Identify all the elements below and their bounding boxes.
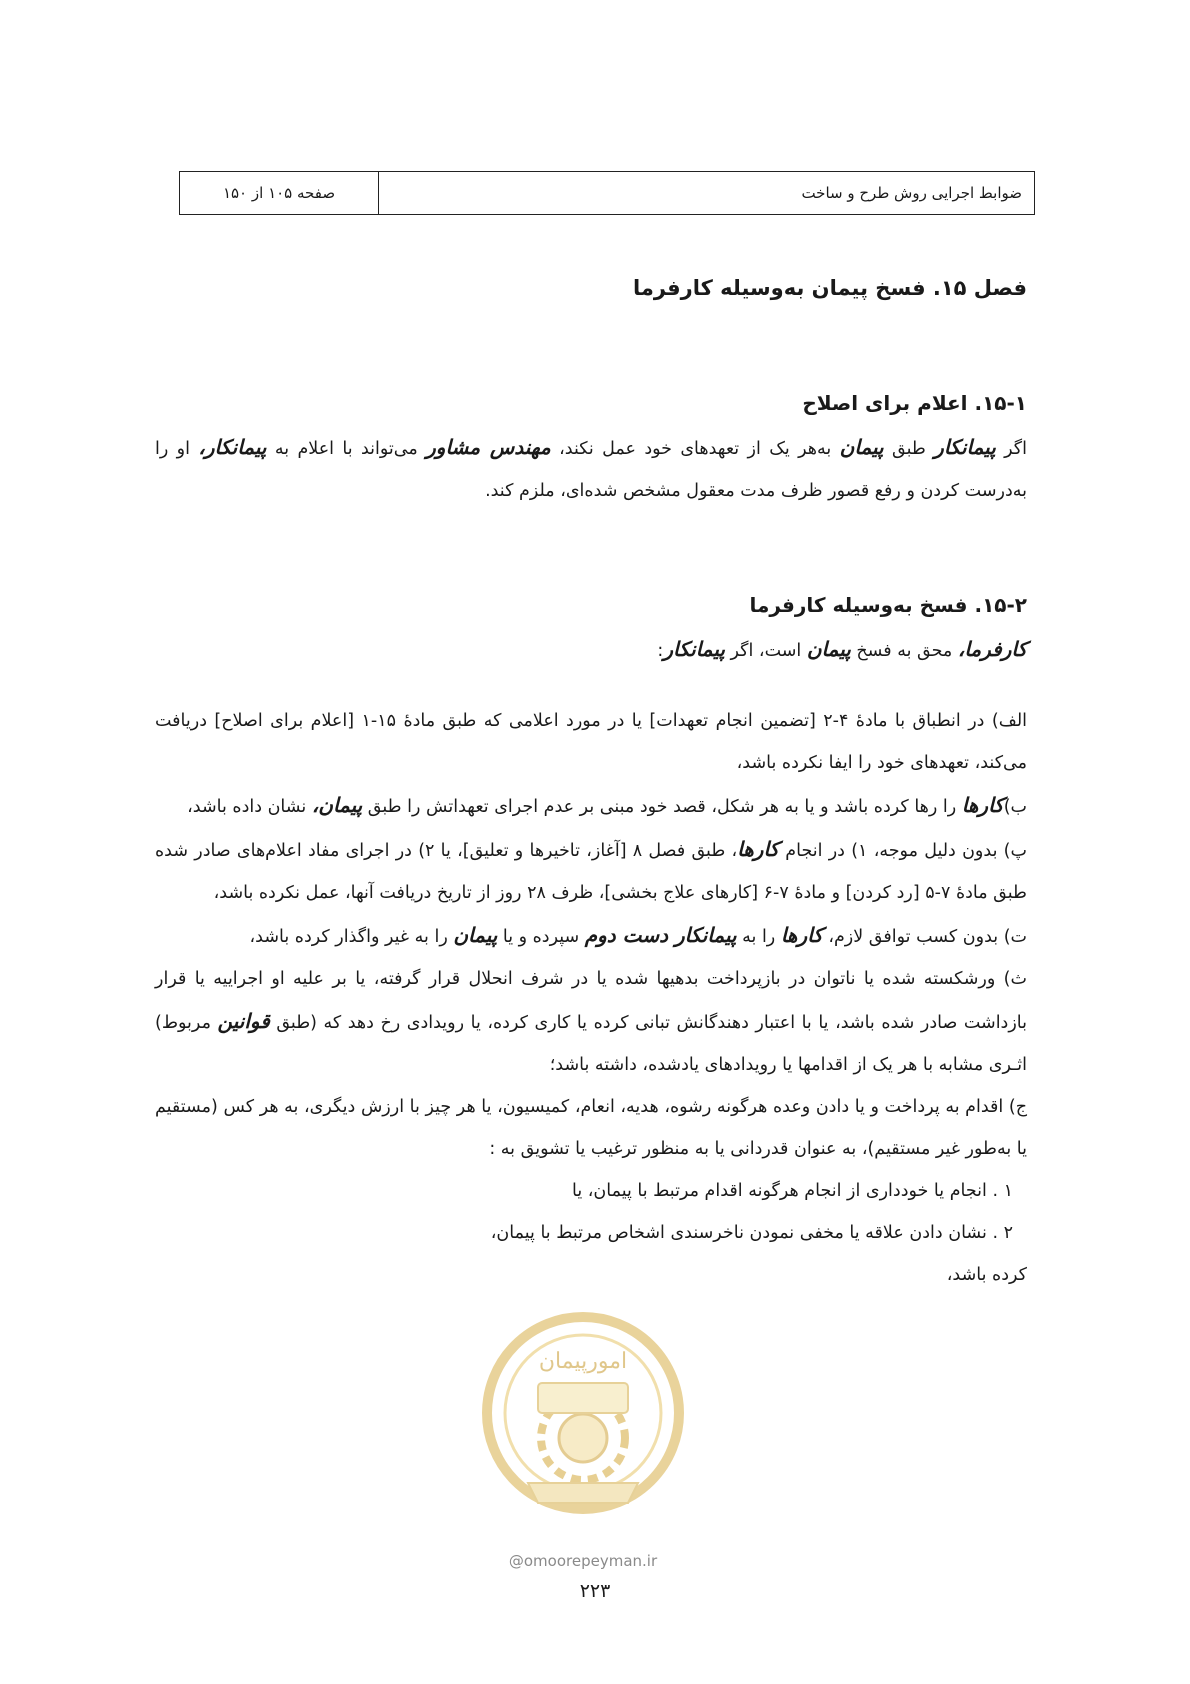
page-number: ۲۲۳ — [579, 1580, 611, 1602]
term-contractor: پیمانکار — [663, 637, 725, 661]
watermark-url: @omoorepeyman.ir — [508, 1552, 658, 1570]
header-page-label: صفحه ۱۰۵ از ۱۵۰ — [222, 184, 336, 202]
term-contract: پیمان — [453, 923, 498, 947]
document-body — [155, 262, 1027, 1296]
list-item-te: ت) بدون کسب توافق لازم، کارها را به پیمانکار دست دوم سپرده و یا پیمان را به غیر واگذار کرده باشد، — [249, 923, 1027, 947]
term-works: کارها — [780, 923, 823, 947]
term-contractor: پیمانکار، — [198, 435, 267, 459]
list-item-se: ث) ورشکسته شده یا ناتوان در بازپرداخت بدهیها شده یا در شرف انحلال قرار گرفته، یا بر علیه او اجراییه یا قرار بازداشت صادر شده باشد، یا با اعتبار دهندگانش تبانی کرده یا کاری کرده، یا رویدادی رخ دهد که (طبق قوانین مربوط) اثـری مشابه با هر یک از اقدامها یا رویدادهای یادشده، داشته باشد؛ — [155, 969, 1028, 1075]
page-header-table — [179, 171, 1035, 215]
section-1-title: ۱۵-۱. اعلام برای اصلاح — [802, 391, 1027, 415]
term-employer: کارفرما، — [957, 637, 1027, 661]
list-item-alef: الف) در انطباق با مادهٔ ۴-۲ [تضمین انجام تعهدات] یا در مورد اعلامی که طبق مادهٔ ۱۵-۱ [اعلام برای اصلاح] دریافت می‌کند، تعهدهای خود را ایفا نکرده باشد، — [155, 711, 1028, 773]
term-contractor: پیمانکار — [934, 435, 996, 459]
list-closing: کرده باشد، — [946, 1265, 1027, 1285]
term-works: کارها — [737, 837, 780, 861]
term-works: کارها — [961, 793, 1004, 817]
term-subcontractor: پیمانکار دست دوم — [584, 923, 737, 947]
section-2-intro: کارفرما، محق به فسخ پیمان است، اگر پیمانکار: — [657, 637, 1027, 661]
term-contract: پیمان، — [311, 793, 363, 817]
sub-item-2: ۲ . نشان دادن علاقه یا مخفی نمودن ناخرسندی اشخاص مرتبط با پیمان، — [490, 1223, 1013, 1243]
term-consulting-engineer: مهندس مشاور — [426, 435, 551, 459]
chapter-title: فصل ۱۵. فسخ پیمان به‌وسیله کارفرما — [632, 276, 1027, 300]
list-item-pe: پ) بدون دلیل موجه، ۱) در انجام کارها، طبق فصل ۸ [آغاز، تاخیرها و تعلیق]، یا ۲) در اجرای مفاد اعلام‌های صادر شده طبق مادهٔ ۷-۵ [رد کردن] و مادهٔ ۷-۶ [کارهای علاج بخشی]، ظرف ۲۸ روز از تاریخ دریافت آنها، عمل نکرده باشد، — [155, 837, 1027, 903]
section-1-paragraph: اگر پیمانکار طبق پیمان به‌هر یک از تعهدهای خود عمل نکند، مهندس مشاور می‌تواند با اعلام به پیمانکار، او را به‌درست کردن و رفع قصور ظرف مدت معقول مشخص شده‌ای، ملزم کند. — [155, 435, 1027, 501]
term-contract: پیمان — [806, 637, 851, 661]
term-laws: قوانین — [217, 1009, 270, 1033]
section-2-title: ۱۵-۲. فسخ به‌وسیله کارفرما — [749, 593, 1027, 617]
omoorepeyman-logo-watermark — [478, 1288, 688, 1538]
list-item-be: ب)کارها را رها کرده باشد و یا به هر شکل، قصد خود مبنی بر عدم اجرای تعهداتش را طبق پیمان، نشان داده باشد، — [187, 793, 1027, 817]
watermark-logo-text: امورپیمان — [538, 1349, 628, 1374]
header-document-title: ضوابط اجرایی روش طرح و ساخت — [378, 172, 1034, 214]
list-item-jim: ج) اقدام به پرداخت و یا دادن وعده هرگونه رشوه، هدیه، انعام، کمیسیون، یا هر چیز با ارزش دیگری، به هر کس (مستقیم یا به‌طور غیر مستقیم)، به عنوان قدردانی یا به منظور ترغیب یا تشویق به : — [155, 1097, 1027, 1159]
term-contract: پیمان — [839, 435, 884, 459]
sub-item-1: ۱ . انجام یا خودداری از انجام هرگونه اقدام مرتبط با پیمان، یا — [571, 1181, 1013, 1201]
